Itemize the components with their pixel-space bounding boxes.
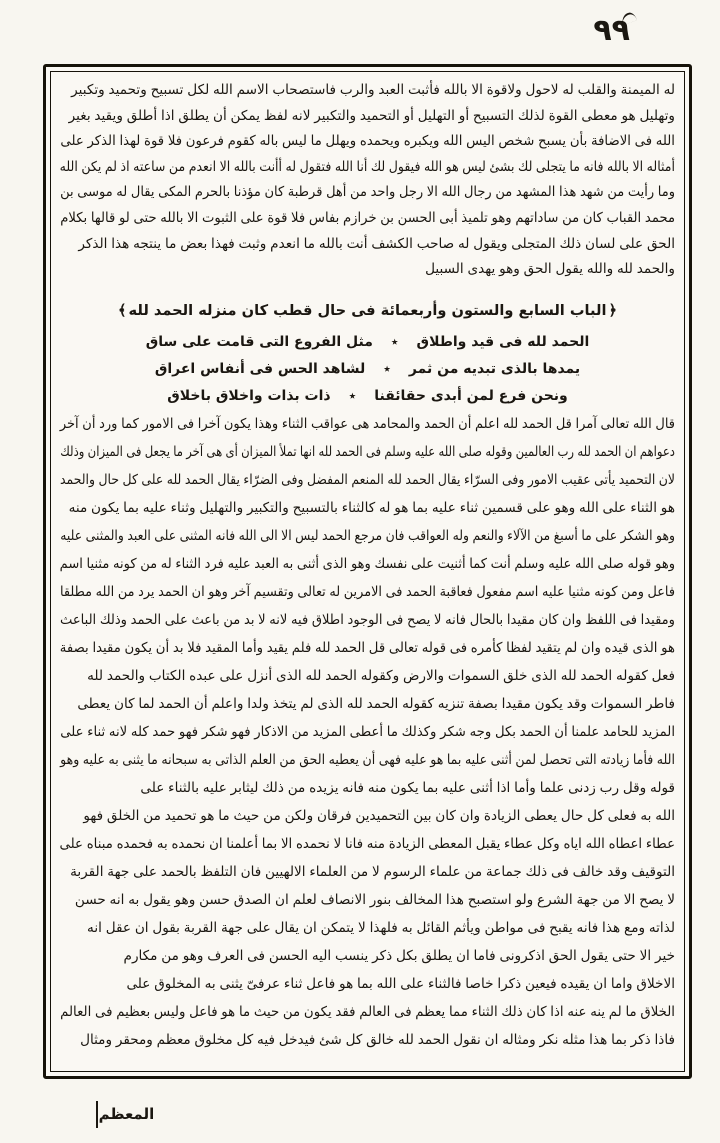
text-frame-outer-border: [43, 64, 692, 1079]
verse-line: [60, 383, 675, 410]
text-line: الاخلاق واما ان يقيده فيعين ذكرا خاصا فالثناء على الله بما هو فاعل ثناء عرفىّ يثنى به المخلوق على: [126, 975, 675, 992]
text-line: محمد القباب كان من ساداتهم وهو تلميذ أبى الحسن بن خرازم بفاس فلا قوة على الثبوت الا بالله حتى لو قالها بكلام: [60, 209, 675, 226]
chapter-heading-text: الباب السابع والستون وأربعمائة فى حال قطب كان منزله الحمد لله: [128, 301, 607, 319]
catchword-text: المعظم: [98, 1105, 155, 1123]
text-line: الله فأما زيادته التى تحصل لمن أثنى عليه بما هو عليه فهى أن يعطيه الحق من العلم الذاتى به سبحانه ما يثنى به عليه وهو: [60, 751, 675, 768]
opening-paragraph: [60, 78, 675, 283]
body-paragraph: [60, 410, 675, 1054]
text-line: فاذا ذكر بما هذا مثله نكر ومثاله ان نقول الحمد لله خالق كل شئ فيدخل فيه كل مخلوق معظم ومحقر ومثال: [80, 1031, 675, 1048]
text-line: الله به فعلى كل حال يعطى الزيادة وان كان بين التحميدين فرقان ولكن من حيث ما هو تحميد من الخلق فهو: [83, 807, 675, 824]
catchword-bar: [96, 1101, 98, 1128]
hemistich-first: ونحن فرع لمن أبدى حقائقنا: [374, 387, 568, 404]
text-line: والحمد لله والله يقول الحق وهو يهدى السبيل: [425, 261, 675, 278]
text-line: قوله وقل رب زدنى علما وأما اذا أثنى عليه بما يكون منه فانه يزيده من ذلك ليثابر عليه بالثناء على: [140, 779, 675, 796]
text-line: الله فى الاضافة بأن يسبح شخص اليس الله ويكبره ويحمده ويهلل ما ليس باله كقوم فرعون فلا قوة لهذا الذكر على: [60, 133, 676, 150]
page-number: ٩٩: [593, 13, 630, 48]
text-line: له الميمنة والقلب له لاحول ولاقوة الا بالله فأثبت العبد والرب فاستصحاب الاسم الله لكل تسبيح وتحميد وتكبير: [71, 82, 675, 98]
text-line: فاعل ومن كونه مثنيا عليه اسم مفعول فعاقبة الحمد فى الامرين له تعالى وتقسيم آخر وهو ان الحمد يرد من الله مطلقا: [59, 583, 675, 600]
text-line: وما رأيت من شهد هذا المشهد من رجال الله الا رجل واحد من أهل قرطبة كان مؤذنا بالحرم المكى يقال له موسى بن: [60, 184, 675, 201]
heading-ornament-left: ﴾: [117, 301, 127, 319]
text-line: فعل كقوله الحمد لله الذى خلق السموات والارض وكقوله الحمد لله الذى أنزل على عبده الكتاب والحمد لله: [87, 667, 675, 684]
text-line: التوقيف وقد خالف فى ذلك جماعة من علماء الرسوم لا من العلماء الالهيين فان التلفظ بالحمد على جهة القربة: [70, 863, 675, 880]
verse-line: [60, 356, 675, 383]
text-line: وهو الشكر على ما أسبغ من الآلاء والنعم وله العواقب فان مرجع الحمد ليس الا الى الله فانه المثنى على العبد والمثنى عليه: [60, 527, 676, 544]
hemistich-first: الحمد لله فى قيد واطلاق: [416, 333, 590, 350]
text-line: الخلاق ما لم ينه عنه اذا كان ذلك الثناء مما يعظم فى العالم فقد يكون من حيث ما هو فاعل وليس بعظيم فى العالم: [60, 1003, 676, 1020]
text-line: دعواهم ان الحمد لله رب العالمين وقوله صلى الله عليه وسلم فى الحمد لله انها تملأ الميزان أى هى آخر ما يجعل فى الميزان وذلك: [60, 443, 676, 460]
text-line: أمثاله الا بالله فانه ما يتجلى لك بشئ ليس هو الله فيقول لك أنا الله فتقول له أأنت بالله الا انعدم من ساعته اذ لم يكن الله: [59, 158, 676, 175]
text-line: لا يصح الا من جهة الشرع ولو استصبح هذا المخالف بنور الانصاف لعلم ان الصدق حسن وهو يقول به انه حسن: [74, 891, 675, 908]
hemistich-second: مثل الفروع التى قامت على ساق: [145, 333, 373, 350]
text-line: المزيد للحامد علمنا أن الحمد بكل وجه شكر وكذلك ما أعطى المزيد من الاذكار فهو شكر فهو حمد كله لانه ثناء على: [60, 723, 675, 740]
text-line: عطاء اعطاه الله اياه وكل عطاء يقبل المعطى الزيادة منه فانا لا نحمده الا بما أعلمنا ان نحمده به فحمده مبناه على: [59, 835, 675, 852]
catchword: [96, 1100, 154, 1128]
heading-ornament-right: ﴿: [608, 301, 618, 319]
chapter-heading: [60, 298, 675, 324]
text-line: هو الثناء على الله وهو على قسمين ثناء عليه بما هو له كالثناء بالتسبيح والتكبير والتهليل وثناء عليه بما يكون منه: [68, 499, 675, 516]
hemistich-second: ذات بذات واخلاق باخلاق: [167, 387, 331, 404]
hemistich-first: يمدها بالذى تبديه من ثمر: [408, 360, 581, 377]
chapter-poem: [60, 329, 675, 410]
text-line: وهو قوله صلى الله عليه وسلم أنت كما أثنيت على نفسك وهو الذى أثنى به العبد عليه فرد الثناء له من كونه مثنيا اسم: [59, 555, 676, 572]
text-line: الحق على لسان ذلك المتجلى ويقول له صاحب الكشف أنت بالله ما انعدم وثبت فهذا بعض ما ينتجه هذا الذكر: [78, 235, 675, 252]
text-frame-inner-border: [50, 71, 685, 1072]
text-block: [60, 78, 675, 1054]
text-line: خير الا حتى يقول الحق اذكرونى فاما ان يطلق بكل ذكر ينسب اليه الحسن فى العرف وهو من مكارم: [123, 947, 675, 964]
verse-separator: ٭: [348, 387, 357, 404]
text-line: فاطر السموات وقد يكون مقيدا بصفة تنزيه كقوله الحمد لله الذى لم يتخذ ولدا واعلم أن الحمد لما كان يعطى: [77, 695, 675, 712]
text-line: وتهليل هو معطى القوة لذلك التسبيح أو التهليل أو التحميد والتكبير لانه لفظ يمكن أن يطلق اذا أطلق ويقيد بغير: [68, 107, 675, 124]
text-line: ومقيدا فى اللفظ وان كان مقيدا بالحال فانه لا يصح فى الوجود اطلاق فيه لانه لا بد من باعث على الحمد وذلك الباعث: [60, 611, 675, 628]
text-line: لذاته ومع هذا فانه يقبح فى مواطن ويأثم القائل به فلهذا لا يتمكن ان يقال على جهة القربة بقول ان عقل انه: [87, 919, 675, 936]
text-line: قال الله تعالى آمرا قل الحمد لله اعلم أن الحمد والمحامد هى عواقب الثناء وهذا يكون آخرا فى الامور كما ورد أن آخر: [59, 415, 675, 432]
text-line: لان التحميد يأتى عقيب الامور وفى السرّاء يقال الحمد لله المنعم المفضل وفى الضرّاء يقال الحمد لله على كل حال والحمد: [59, 471, 675, 488]
verse-separator: ٭: [390, 333, 399, 350]
verse-separator: ٭: [383, 360, 391, 377]
hemistich-second: لشاهد الحس فى أنفاس اعراق: [154, 360, 366, 377]
verse-line: [60, 329, 675, 356]
text-line: هو الذى قيده وان لم يتقيد لفظا كأمره فى قوله تعالى قل الحمد لله فلم يقيد وأما المقيد فلا بد أن يكون مقيدا بصفة: [59, 639, 676, 656]
